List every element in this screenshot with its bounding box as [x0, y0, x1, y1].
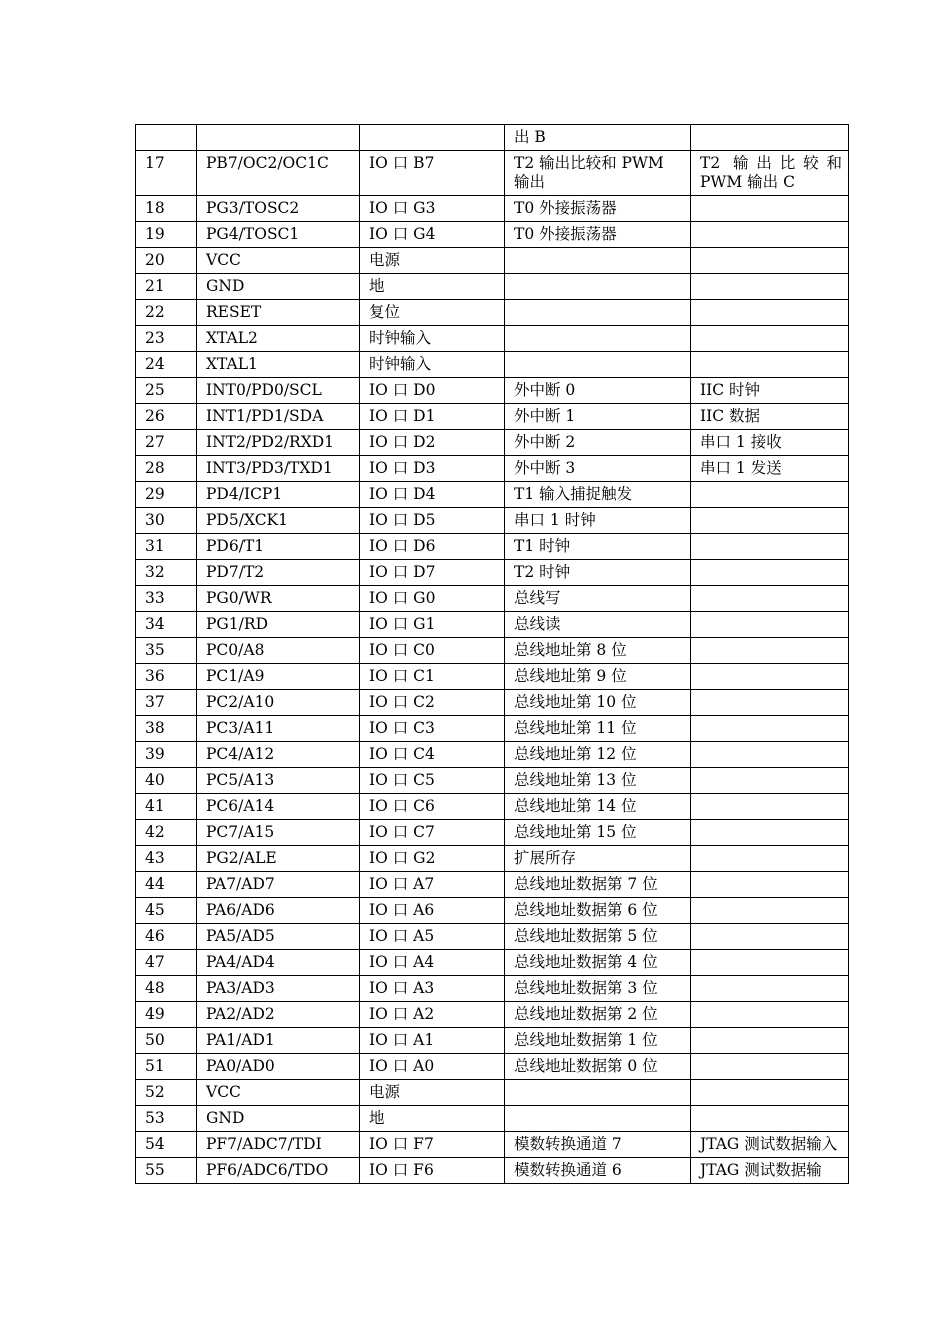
pin-function-cell: 总线地址第 14 位: [505, 794, 691, 820]
pin-alt-function-cell: [691, 820, 849, 846]
pin-io-cell: IO 口 A6: [360, 898, 505, 924]
pin-function-cell: 扩展所存: [505, 846, 691, 872]
pin-alt-function-cell: T2 输出比较和 PWM 输出 C: [691, 151, 849, 196]
table-row: [136, 1028, 849, 1054]
table-row: [136, 1054, 849, 1080]
pin-io-cell: IO 口 C3: [360, 716, 505, 742]
table-row: [136, 1132, 849, 1158]
pin-number-cell: 17: [136, 151, 197, 196]
pin-number-cell: 29: [136, 482, 197, 508]
pin-table: [135, 124, 849, 1184]
table-row: [136, 326, 849, 352]
table-row: [136, 716, 849, 742]
pin-alt-function-cell: IIC 数据: [691, 404, 849, 430]
pin-alt-function-cell: [691, 664, 849, 690]
pin-io-cell: IO 口 C6: [360, 794, 505, 820]
pin-name-cell: [197, 125, 360, 151]
pin-name-cell: PD6/T1: [197, 534, 360, 560]
pin-io-cell: IO 口 D3: [360, 456, 505, 482]
pin-name-cell: PA0/AD0: [197, 1054, 360, 1080]
pin-alt-function-cell: [691, 482, 849, 508]
pin-number-cell: 19: [136, 222, 197, 248]
table-row: [136, 1002, 849, 1028]
pin-alt-function-cell: [691, 1054, 849, 1080]
pin-name-cell: INT3/PD3/TXD1: [197, 456, 360, 482]
pin-number-cell: [136, 125, 197, 151]
table-row: [136, 508, 849, 534]
pin-function-cell: 总线地址第 8 位: [505, 638, 691, 664]
pin-number-cell: 20: [136, 248, 197, 274]
pin-io-cell: IO 口 D4: [360, 482, 505, 508]
pin-name-cell: PD5/XCK1: [197, 508, 360, 534]
pin-alt-function-cell: [691, 612, 849, 638]
pin-io-cell: IO 口 C4: [360, 742, 505, 768]
pin-function-cell: T0 外接振荡器: [505, 196, 691, 222]
pin-function-cell: [505, 248, 691, 274]
table-row: [136, 794, 849, 820]
pin-name-cell: PC3/A11: [197, 716, 360, 742]
pin-io-cell: IO 口 A1: [360, 1028, 505, 1054]
pin-name-cell: PA6/AD6: [197, 898, 360, 924]
table-row: [136, 378, 849, 404]
pin-name-cell: PC7/A15: [197, 820, 360, 846]
pin-function-cell: 外中断 2: [505, 430, 691, 456]
pin-io-cell: IO 口 D2: [360, 430, 505, 456]
pin-function-cell: 总线地址第 13 位: [505, 768, 691, 794]
pin-io-cell: 时钟输入: [360, 352, 505, 378]
pin-name-cell: PC2/A10: [197, 690, 360, 716]
pin-name-cell: VCC: [197, 1080, 360, 1106]
pin-alt-function-cell: [691, 508, 849, 534]
pin-io-cell: 时钟输入: [360, 326, 505, 352]
pin-name-cell: XTAL2: [197, 326, 360, 352]
pin-number-cell: 24: [136, 352, 197, 378]
table-row: [136, 586, 849, 612]
table-row: [136, 768, 849, 794]
pin-function-cell: 出 B: [505, 125, 691, 151]
pin-io-cell: IO 口 G1: [360, 612, 505, 638]
pin-alt-function-cell: [691, 534, 849, 560]
pin-name-cell: PC0/A8: [197, 638, 360, 664]
table-row: [136, 898, 849, 924]
pin-function-cell: [505, 1106, 691, 1132]
pin-name-cell: INT1/PD1/SDA: [197, 404, 360, 430]
table-row: [136, 742, 849, 768]
pin-number-cell: 30: [136, 508, 197, 534]
table-row: [136, 638, 849, 664]
pin-name-cell: PG0/WR: [197, 586, 360, 612]
pin-number-cell: 54: [136, 1132, 197, 1158]
pin-number-cell: 48: [136, 976, 197, 1002]
pin-io-cell: IO 口 C7: [360, 820, 505, 846]
pin-number-cell: 44: [136, 872, 197, 898]
pin-alt-function-cell: [691, 924, 849, 950]
pin-number-cell: 33: [136, 586, 197, 612]
pin-name-cell: PA7/AD7: [197, 872, 360, 898]
pin-number-cell: 49: [136, 1002, 197, 1028]
pin-alt-function-cell: JTAG 测试数据输: [691, 1158, 849, 1184]
pin-alt-function-cell: [691, 125, 849, 151]
table-row: [136, 430, 849, 456]
pin-io-cell: IO 口 C5: [360, 768, 505, 794]
pin-alt-function-cell: [691, 898, 849, 924]
table-row: [136, 196, 849, 222]
pin-io-cell: IO 口 A7: [360, 872, 505, 898]
pin-name-cell: PC5/A13: [197, 768, 360, 794]
pin-number-cell: 38: [136, 716, 197, 742]
table-row: [136, 560, 849, 586]
pin-function-cell: 总线地址数据第 5 位: [505, 924, 691, 950]
table-row: [136, 352, 849, 378]
pin-number-cell: 45: [136, 898, 197, 924]
pin-function-cell: 模数转换通道 6: [505, 1158, 691, 1184]
table-row: [136, 404, 849, 430]
pin-function-cell: 总线地址第 15 位: [505, 820, 691, 846]
pin-number-cell: 53: [136, 1106, 197, 1132]
table-row: [136, 976, 849, 1002]
pin-alt-function-cell: [691, 690, 849, 716]
pin-alt-function-cell: [691, 872, 849, 898]
pin-io-cell: IO 口 G0: [360, 586, 505, 612]
pin-name-cell: PF6/ADC6/TDO: [197, 1158, 360, 1184]
pin-alt-function-cell: [691, 352, 849, 378]
pin-name-cell: PB7/OC2/OC1C: [197, 151, 360, 196]
pin-io-cell: IO 口 B7: [360, 151, 505, 196]
pin-number-cell: 51: [136, 1054, 197, 1080]
pin-name-cell: PA4/AD4: [197, 950, 360, 976]
pin-alt-function-cell: [691, 300, 849, 326]
pin-function-cell: 总线地址数据第 7 位: [505, 872, 691, 898]
pin-name-cell: GND: [197, 274, 360, 300]
pin-number-cell: 32: [136, 560, 197, 586]
pin-alt-function-cell: IIC 时钟: [691, 378, 849, 404]
pin-io-cell: 电源: [360, 248, 505, 274]
pin-io-cell: IO 口 A3: [360, 976, 505, 1002]
pin-alt-function-cell: [691, 794, 849, 820]
pin-function-cell: [505, 326, 691, 352]
pin-function-cell: 总线地址第 10 位: [505, 690, 691, 716]
pin-io-cell: IO 口 F6: [360, 1158, 505, 1184]
pin-io-cell: IO 口 G3: [360, 196, 505, 222]
pin-function-cell: 外中断 1: [505, 404, 691, 430]
table-row: [136, 151, 849, 196]
pin-io-cell: IO 口 D0: [360, 378, 505, 404]
pin-number-cell: 18: [136, 196, 197, 222]
pin-number-cell: 52: [136, 1080, 197, 1106]
table-row: [136, 248, 849, 274]
pin-alt-function-cell: 串口 1 发送: [691, 456, 849, 482]
pin-io-cell: IO 口 C0: [360, 638, 505, 664]
pin-table-body: [136, 125, 849, 1184]
pin-alt-function-cell: [691, 846, 849, 872]
pin-alt-function-cell: [691, 976, 849, 1002]
pin-function-cell: [505, 274, 691, 300]
pin-function-cell: [505, 1080, 691, 1106]
pin-number-cell: 42: [136, 820, 197, 846]
pin-alt-function-cell: [691, 1002, 849, 1028]
table-row: [136, 950, 849, 976]
pin-name-cell: PG1/RD: [197, 612, 360, 638]
table-row: [136, 125, 849, 151]
pin-number-cell: 47: [136, 950, 197, 976]
pin-function-cell: [505, 300, 691, 326]
pin-io-cell: IO 口 D1: [360, 404, 505, 430]
pin-function-cell: 外中断 0: [505, 378, 691, 404]
pin-number-cell: 37: [136, 690, 197, 716]
pin-name-cell: PG4/TOSC1: [197, 222, 360, 248]
pin-number-cell: 31: [136, 534, 197, 560]
pin-number-cell: 55: [136, 1158, 197, 1184]
pin-function-cell: 总线地址数据第 4 位: [505, 950, 691, 976]
pin-name-cell: VCC: [197, 248, 360, 274]
pin-number-cell: 23: [136, 326, 197, 352]
pin-alt-function-cell: [691, 326, 849, 352]
pin-name-cell: PD4/ICP1: [197, 482, 360, 508]
pin-number-cell: 36: [136, 664, 197, 690]
pin-alt-function-cell: [691, 560, 849, 586]
pin-function-cell: 总线地址数据第 0 位: [505, 1054, 691, 1080]
pin-alt-function-cell: 串口 1 接收: [691, 430, 849, 456]
pin-alt-function-cell: [691, 274, 849, 300]
pin-number-cell: 28: [136, 456, 197, 482]
pin-number-cell: 40: [136, 768, 197, 794]
pin-alt-function-cell: [691, 742, 849, 768]
pin-alt-function-cell: [691, 768, 849, 794]
pin-number-cell: 39: [136, 742, 197, 768]
pin-name-cell: PG2/ALE: [197, 846, 360, 872]
pin-function-cell: 总线地址第 12 位: [505, 742, 691, 768]
pin-io-cell: IO 口 F7: [360, 1132, 505, 1158]
pin-name-cell: PD7/T2: [197, 560, 360, 586]
pin-number-cell: 22: [136, 300, 197, 326]
pin-name-cell: INT2/PD2/RXD1: [197, 430, 360, 456]
pin-io-cell: IO 口 D7: [360, 560, 505, 586]
pin-name-cell: XTAL1: [197, 352, 360, 378]
pin-function-cell: T1 时钟: [505, 534, 691, 560]
pin-name-cell: PA1/AD1: [197, 1028, 360, 1054]
pin-name-cell: PC4/A12: [197, 742, 360, 768]
pin-number-cell: 43: [136, 846, 197, 872]
pin-name-cell: PC1/A9: [197, 664, 360, 690]
pin-function-cell: 模数转换通道 7: [505, 1132, 691, 1158]
table-row: [136, 690, 849, 716]
pin-alt-function-cell: [691, 950, 849, 976]
table-row: [136, 820, 849, 846]
pin-io-cell: 地: [360, 274, 505, 300]
pin-name-cell: INT0/PD0/SCL: [197, 378, 360, 404]
pin-number-cell: 41: [136, 794, 197, 820]
table-row: [136, 456, 849, 482]
pin-function-cell: T0 外接振荡器: [505, 222, 691, 248]
pin-number-cell: 27: [136, 430, 197, 456]
pin-number-cell: 35: [136, 638, 197, 664]
pin-name-cell: PC6/A14: [197, 794, 360, 820]
pin-alt-function-cell: [691, 196, 849, 222]
pin-number-cell: 26: [136, 404, 197, 430]
pin-io-cell: IO 口 A0: [360, 1054, 505, 1080]
pin-name-cell: PF7/ADC7/TDI: [197, 1132, 360, 1158]
pin-alt-function-cell: [691, 586, 849, 612]
pin-io-cell: IO 口 A2: [360, 1002, 505, 1028]
pin-alt-function-cell: [691, 222, 849, 248]
pin-alt-function-cell: [691, 1080, 849, 1106]
pin-function-cell: 总线地址第 9 位: [505, 664, 691, 690]
pin-function-cell: 总线地址数据第 3 位: [505, 976, 691, 1002]
pin-io-cell: 地: [360, 1106, 505, 1132]
pin-alt-function-cell: [691, 1106, 849, 1132]
table-row: [136, 300, 849, 326]
pin-name-cell: PA5/AD5: [197, 924, 360, 950]
table-row: [136, 482, 849, 508]
pin-alt-function-cell: [691, 248, 849, 274]
pin-io-cell: [360, 125, 505, 151]
pin-name-cell: PA3/AD3: [197, 976, 360, 1002]
pin-function-cell: 外中断 3: [505, 456, 691, 482]
table-row: [136, 1080, 849, 1106]
pin-function-cell: 总线写: [505, 586, 691, 612]
pin-function-cell: T2 输出比较和 PWM 输出: [505, 151, 691, 196]
pin-io-cell: IO 口 G2: [360, 846, 505, 872]
pin-name-cell: PG3/TOSC2: [197, 196, 360, 222]
pin-function-cell: 总线读: [505, 612, 691, 638]
pin-name-cell: PA2/AD2: [197, 1002, 360, 1028]
table-row: [136, 612, 849, 638]
table-row: [136, 846, 849, 872]
pin-io-cell: IO 口 D6: [360, 534, 505, 560]
pin-number-cell: 46: [136, 924, 197, 950]
pin-function-cell: 总线地址第 11 位: [505, 716, 691, 742]
pin-function-cell: 总线地址数据第 6 位: [505, 898, 691, 924]
pin-name-cell: RESET: [197, 300, 360, 326]
pin-io-cell: IO 口 D5: [360, 508, 505, 534]
pin-number-cell: 25: [136, 378, 197, 404]
pin-alt-function-cell: [691, 638, 849, 664]
pin-name-cell: GND: [197, 1106, 360, 1132]
table-row: [136, 1106, 849, 1132]
pin-function-cell: 总线地址数据第 2 位: [505, 1002, 691, 1028]
pin-io-cell: IO 口 C2: [360, 690, 505, 716]
table-row: [136, 1158, 849, 1184]
table-row: [136, 222, 849, 248]
pin-function-cell: [505, 352, 691, 378]
table-row: [136, 534, 849, 560]
pin-function-cell: 总线地址数据第 1 位: [505, 1028, 691, 1054]
pin-alt-function-cell: [691, 1028, 849, 1054]
table-row: [136, 872, 849, 898]
table-row: [136, 924, 849, 950]
pin-io-cell: IO 口 A5: [360, 924, 505, 950]
pin-io-cell: IO 口 G4: [360, 222, 505, 248]
pin-function-cell: T1 输入捕捉触发: [505, 482, 691, 508]
pin-io-cell: IO 口 A4: [360, 950, 505, 976]
pin-number-cell: 50: [136, 1028, 197, 1054]
pin-alt-function-cell: [691, 716, 849, 742]
pin-io-cell: 复位: [360, 300, 505, 326]
pin-alt-function-cell: JTAG 测试数据输入: [691, 1132, 849, 1158]
pin-io-cell: 电源: [360, 1080, 505, 1106]
pin-function-cell: 串口 1 时钟: [505, 508, 691, 534]
table-row: [136, 274, 849, 300]
pin-function-cell: T2 时钟: [505, 560, 691, 586]
pin-io-cell: IO 口 C1: [360, 664, 505, 690]
pin-number-cell: 34: [136, 612, 197, 638]
table-row: [136, 664, 849, 690]
pin-number-cell: 21: [136, 274, 197, 300]
